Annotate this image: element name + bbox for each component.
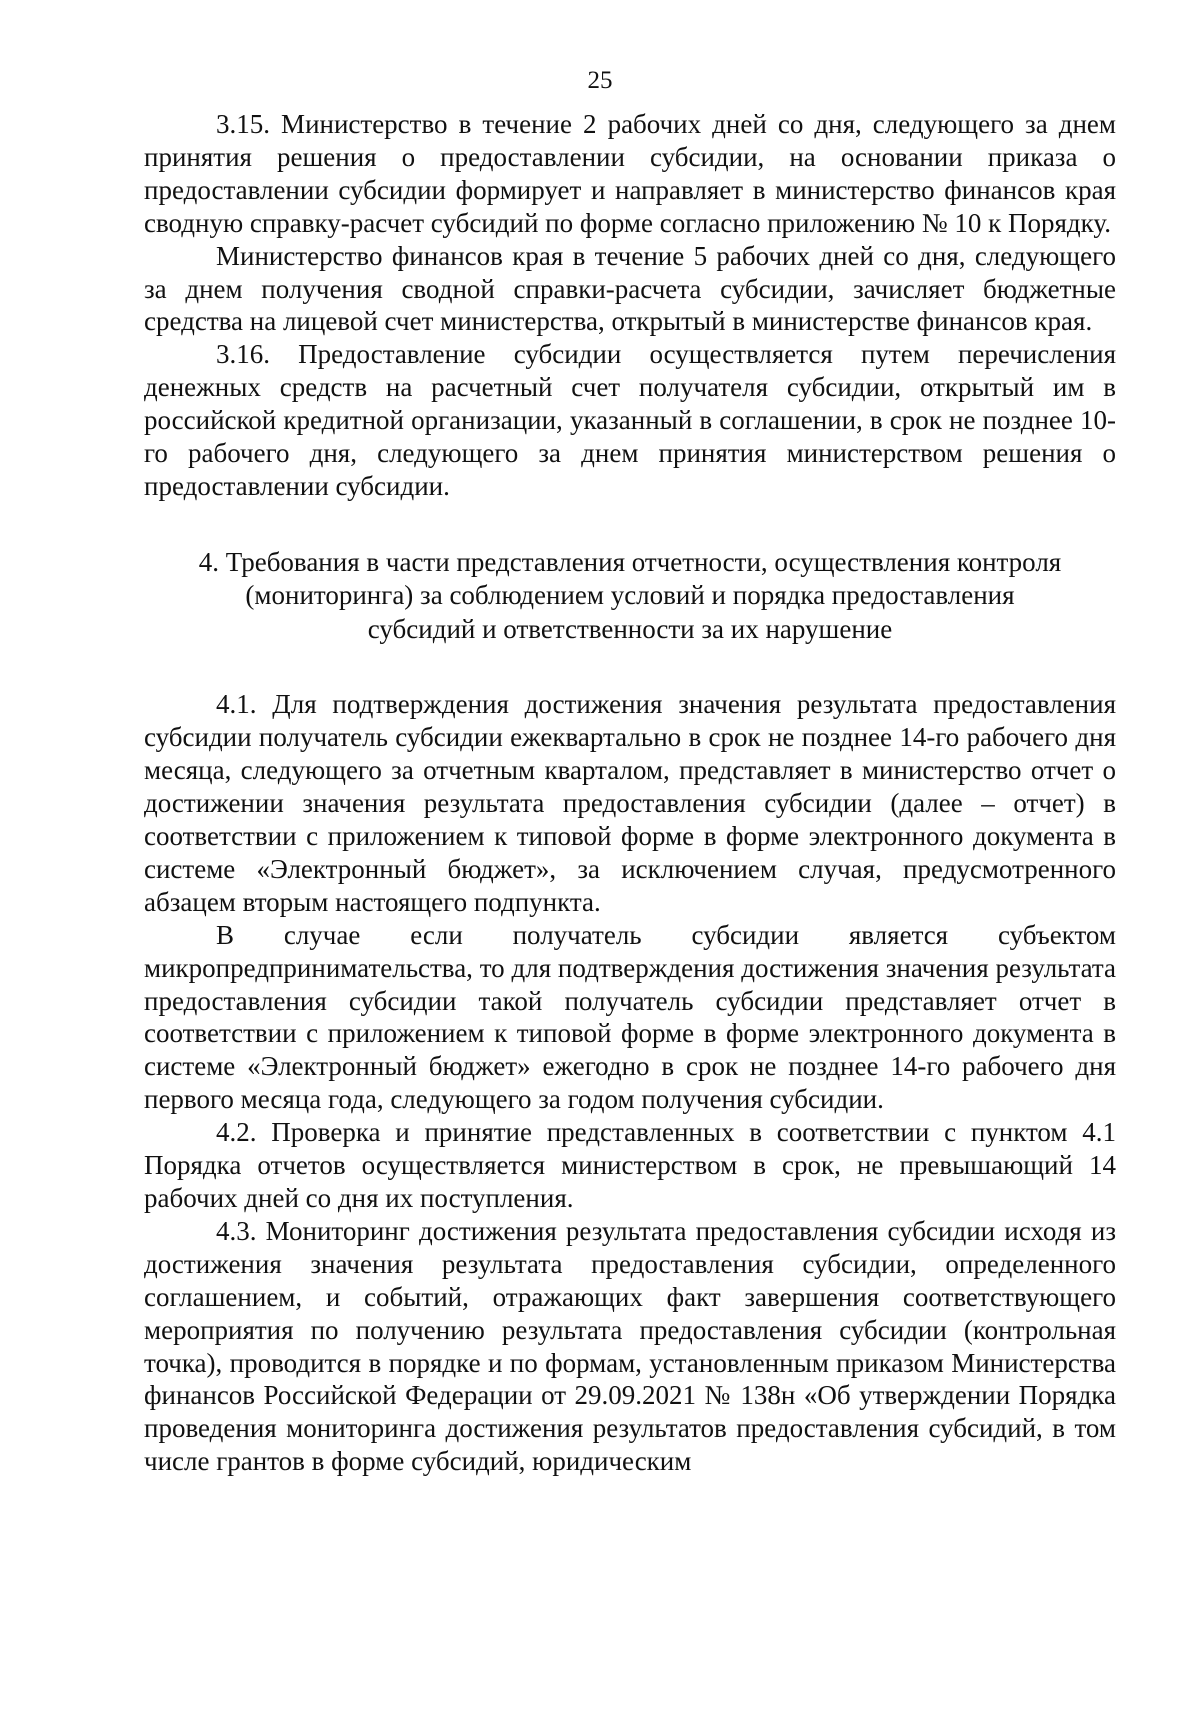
section-4-heading xyxy=(144,546,1116,647)
section-heading-line-2: (мониторинга) за соблюдением условий и порядка предоставления xyxy=(245,580,1015,611)
paragraph-3-16: 3.16. Предоставление субсидии осуществляется путем перечисления денежных средств на расчетный счет получателя субсидии, открытый им в российской кредитной организации, указанный в соглашении, в срок не позднее 10-го рабочего дня, следующего за днем принятия министерством решения о предоставлении субсидии. xyxy=(144,339,1116,501)
section-heading-line-1: 4. Требования в части представления отчетности, осуществления контроля xyxy=(198,546,1062,577)
paragraph-3-15: 3.15. Министерство в течение 2 рабочих дней со дня, следующего за днем принятия решения о предоставлении субсидии, на основании приказа о предоставлении субсидии формирует и направляет в министерство финансов края сводную справку-расчет субсидий по форме согласно приложению № 10 к Порядку. xyxy=(144,109,1116,238)
document-body xyxy=(144,108,1116,1478)
paragraph-4-1: 4.1. Для подтверждения достижения значения результата предоставления субсидии получатель субсидии ежеквартально в срок не позднее 14-го рабочего дня месяца, следующего за отчетным кварталом, представляет в министерство отчет о достижении значения результата предоставления субсидии (далее – отчет) в соответствии с приложением к типовой форме в форме электронного документа в системе «Электронный бюджет», за исключением случая, предусмотренного абзацем вторым настоящего подпункта. xyxy=(144,689,1116,917)
section-heading-line-3: субсидий и ответственности за их нарушение xyxy=(367,613,893,644)
paragraph-4-2: 4.2. Проверка и принятие представленных в соответствии с пунктом 4.1 Порядка отчетов осуществляется министерством в срок, не превышающий 14 рабочих дней со дня их поступления. xyxy=(144,1117,1116,1213)
page-number: 25 xyxy=(587,67,613,94)
paragraph-ministry-finance: Министерство финансов края в течение 5 рабочих дней со дня, следующего за днем получения сводной справки-расчета субсидии, зачисляет бюджетные средства на лицевой счет министерства, открытый в министерстве финансов края. xyxy=(144,240,1116,337)
paragraph-4-3: 4.3. Мониторинг достижения результата предоставления субсидии исходя из достижения значения результата предоставления субсидии, определенного соглашением, и событий, отражающих факт завершения соответствующего мероприятия по получению результата предоставления субсидии (контрольная точка), проводится в порядке и по формам, установленным приказом Министерства финансов Российской Федерации от 29.09.2021 № 138н «Об утверждении Порядка проведения мониторинга достижения результатов предоставления субсидий, в том числе грантов в форме субсидий, юридическим xyxy=(144,1215,1116,1477)
paragraph-micro-business: В случае если получатель субсидии является субъектом микропредпринимательства, то для подтверждения достижения значения результата предоставления субсидии такой получатель субсидии представляет отчет в соответствии с приложением к типовой форме в форме электронного документа в системе «Электронный бюджет» ежегодно в срок не позднее 14-го рабочего дня первого месяца года, следующего за годом получения субсидии. xyxy=(144,919,1116,1115)
